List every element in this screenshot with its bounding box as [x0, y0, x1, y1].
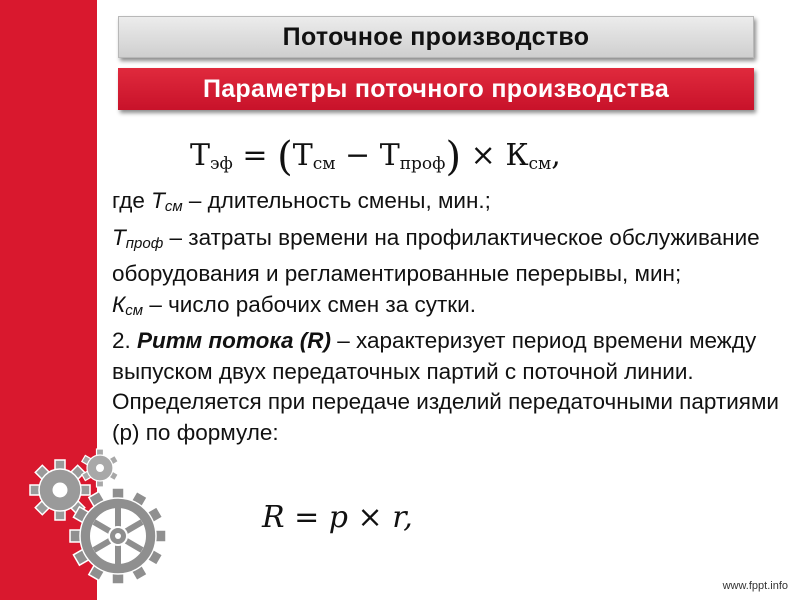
slide-subtitle	[118, 68, 754, 110]
paren-open: (	[277, 134, 293, 180]
definition-t-prof: $Т_{проф}$ – затраты времени на профилактическое обслуживание оборудования и регламентированные перерывы, мин;	[112, 224, 760, 286]
formula-times: ×	[470, 138, 496, 173]
formula-effective-time: $Т_{эф} = (Т_{см} - Т_{проф}) \times К_{см}$,	[190, 134, 561, 180]
formula-rhythm: R = p × r,	[262, 500, 413, 535]
slide-title	[118, 16, 754, 58]
slide-subtitle-text: Параметры поточного производства	[202, 74, 670, 103]
gears-icon	[20, 448, 170, 588]
definition-k-shift: $К_{см}$ – число рабочих смен за сутки.	[112, 291, 476, 319]
formula-t-prof: $Т_{проф}$	[379, 138, 446, 174]
footer-url: www.fppt.info	[722, 580, 788, 592]
formula-eq: =	[242, 138, 268, 173]
formula-t-shift: $Т_{см}$	[292, 138, 336, 174]
slide-title-text: Поточное производство	[282, 22, 590, 51]
definition-t-shift: где $Т_{см}$ – длительность смены, мин.;	[112, 188, 491, 215]
formula-minus: −	[345, 138, 371, 173]
body-text	[112, 186, 792, 448]
formula-k-shift: $К_{см}$	[505, 138, 552, 174]
formula-lhs: $Т_{эф}$	[190, 138, 233, 174]
paren-close: )	[445, 134, 462, 180]
rhythm-paragraph: 2. Ритм потока (R) – характеризует период времени между выпуском двух передаточных партий с поточной линии. Определяется при передаче изделий передаточными партиями (р) по формуле:	[112, 328, 779, 445]
